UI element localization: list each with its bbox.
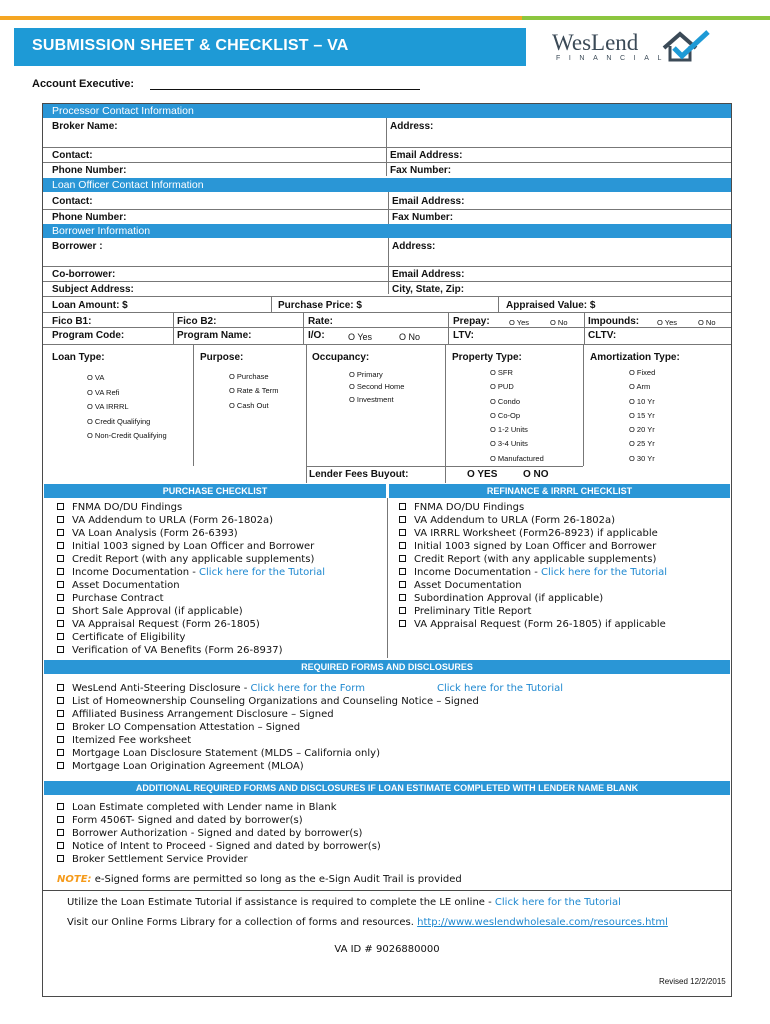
required-form-item[interactable]: List of Homeownership Counseling Organizations and Counseling Notice – Signed	[57, 696, 479, 707]
occupancy-option[interactable]: O Second Home	[349, 382, 405, 391]
va-id: VA ID # 9026880000	[334, 944, 440, 955]
anti-steering-tutorial-link[interactable]: Click here for the Tutorial	[437, 683, 564, 694]
occupancy-label: Occupancy:	[312, 352, 370, 363]
amortization-option[interactable]: O 20 Yr	[629, 425, 655, 434]
refinance-checklist-item[interactable]: Preliminary Title Report	[399, 606, 531, 617]
submission-form	[42, 103, 732, 997]
purchase-checklist-item[interactable]: FNMA DO/DU Findings	[57, 502, 182, 513]
purchase-checklist-item[interactable]: Initial 1003 signed by Loan Officer and Borrower	[57, 541, 314, 552]
le-tutorial-line: Utilize the Loan Estimate Tutorial if assistance is required to complete the LE online - Click here for the Tutorial	[67, 897, 621, 908]
amortization-option[interactable]: O Arm	[629, 382, 651, 391]
weslend-logo	[552, 30, 732, 70]
property-type-option[interactable]: O SFR	[490, 368, 513, 377]
additional-form-item[interactable]: Borrower Authorization - Signed and dated by borrower(s)	[57, 828, 362, 839]
additional-form-item[interactable]: Loan Estimate completed with Lender name in Blank	[57, 802, 337, 813]
refinance-checklist-item[interactable]: Income Documentation - Click here for the Tutorial	[399, 567, 667, 578]
le-tutorial-link[interactable]: Click here for the Tutorial	[494, 897, 621, 908]
impounds-label: Impounds:	[588, 316, 640, 327]
note-label: NOTE:	[57, 874, 92, 885]
lender-fees-yes-option[interactable]: O YES	[467, 469, 498, 480]
purpose-label: Purpose:	[200, 352, 244, 363]
lo-fax-label: Fax Number:	[392, 212, 454, 223]
processor-contact-label: Contact:	[52, 150, 93, 161]
required-form-item[interactable]: Broker LO Compensation Attestation – Signed	[57, 722, 300, 733]
account-executive-label: Account Executive:	[32, 78, 135, 90]
processor-address-label: Address:	[390, 121, 434, 132]
fico-b1-label: Fico B1:	[52, 316, 92, 327]
prepay-no-option[interactable]: O No	[550, 318, 568, 327]
processor-fax-label: Fax Number:	[390, 165, 452, 176]
amortization-option[interactable]: O 15 Yr	[629, 411, 655, 420]
refinance-checklist-item[interactable]: VA Appraisal Request (Form 26-1805) if applicable	[399, 619, 666, 630]
amortization-option[interactable]: O 30 Yr	[629, 454, 655, 463]
property-type-option[interactable]: O 3-4 Units	[490, 439, 528, 448]
subject-address-label: Subject Address:	[52, 284, 134, 295]
amortization-label: Amortization Type:	[590, 352, 680, 363]
refinance-checklist-header: REFINANCE & IRRRL CHECKLIST	[389, 484, 730, 498]
refinance-checklist-item[interactable]: VA IRRRL Worksheet (Form26-8923) if applicable	[399, 528, 658, 539]
loan-amount-label: Loan Amount: $	[52, 300, 128, 311]
purpose-option[interactable]: O Rate & Term	[229, 386, 279, 395]
processor-section-header: Processor Contact Information	[43, 104, 731, 118]
amortization-option[interactable]: O 25 Yr	[629, 439, 655, 448]
loan-type-option[interactable]: O VA IRRRL	[87, 402, 129, 411]
additional-form-item[interactable]: Form 4506T- Signed and dated by borrower(s)	[57, 815, 303, 826]
purpose-option[interactable]: O Purchase	[229, 372, 269, 381]
refinance-checklist-item[interactable]: Subordination Approval (if applicable)	[399, 593, 603, 604]
loan-type-option[interactable]: O Credit Qualifying	[87, 417, 151, 426]
refinance-tutorial-link[interactable]: Click here for the Tutorial	[541, 567, 668, 578]
logo-wordmark: WesLend	[552, 30, 639, 55]
revised-date: Revised 12/2/2015	[659, 977, 726, 986]
city-state-zip-label: City, State, Zip:	[392, 284, 465, 295]
loan-type-option[interactable]: O VA	[87, 373, 105, 382]
appraised-value-label: Appraised Value: $	[506, 300, 596, 311]
loan-type-option[interactable]: O VA Refi	[87, 388, 120, 397]
logo-subtitle: FINANCIAL	[556, 55, 670, 62]
purchase-price-label: Purchase Price: $	[278, 300, 362, 311]
property-type-option[interactable]: O Condo	[490, 397, 521, 406]
loan-type-label: Loan Type:	[52, 352, 105, 363]
purchase-tutorial-link[interactable]: Click here for the Tutorial	[199, 567, 326, 578]
house-check-icon	[662, 30, 712, 62]
lender-fees-no-option[interactable]: O NO	[523, 469, 549, 480]
account-executive-field[interactable]	[150, 89, 420, 90]
purchase-checklist-item[interactable]: Certificate of Eligibility	[57, 632, 185, 643]
purchase-checklist-item[interactable]: VA Loan Analysis (Form 26-6393)	[57, 528, 238, 539]
forms-library-line: Visit our Online Forms Library for a collection of forms and resources. http://www.weslendwholesale.com/resources.html	[67, 917, 668, 928]
property-type-option[interactable]: O 1-2 Units	[490, 425, 528, 434]
refinance-checklist-item[interactable]: FNMA DO/DU Findings	[399, 502, 524, 513]
purchase-checklist-item[interactable]: VA Appraisal Request (Form 26-1805)	[57, 619, 260, 630]
program-code-label: Program Code:	[52, 330, 125, 341]
purchase-checklist-item[interactable]: Purchase Contract	[57, 593, 164, 604]
purchase-checklist-item[interactable]: Asset Documentation	[57, 580, 180, 591]
occupancy-option[interactable]: O Primary	[349, 370, 383, 379]
refinance-checklist-item[interactable]: Asset Documentation	[399, 580, 522, 591]
program-name-label: Program Name:	[177, 330, 252, 341]
impounds-yes-option[interactable]: O Yes	[657, 318, 678, 327]
purchase-checklist-item[interactable]: Short Sale Approval (if applicable)	[57, 606, 243, 617]
borrower-address-label: Address:	[392, 241, 436, 252]
required-form-item[interactable]: Itemized Fee worksheet	[57, 735, 191, 746]
purpose-option[interactable]: O Cash Out	[229, 401, 269, 410]
borrower-label: Borrower :	[52, 241, 103, 252]
occupancy-option[interactable]: O Investment	[349, 395, 394, 404]
required-form-item[interactable]: Mortgage Loan Origination Agreement (MLOA)	[57, 761, 304, 772]
required-forms-header: REQUIRED FORMS AND DISCLOSURES	[44, 660, 730, 674]
fico-b2-label: Fico B2:	[177, 316, 217, 327]
resources-url-link[interactable]: http://www.weslendwholesale.com/resources.html	[417, 917, 668, 928]
lo-phone-label: Phone Number:	[52, 212, 127, 223]
required-form-item[interactable]: Affiliated Business Arrangement Disclosure – Signed	[57, 709, 334, 720]
purchase-checklist-item[interactable]: Verification of VA Benefits (Form 26-8937)	[57, 645, 282, 656]
additional-form-item[interactable]: Broker Settlement Service Provider	[57, 854, 248, 865]
purchase-checklist-item[interactable]: VA Addendum to URLA (Form 26-1802a)	[57, 515, 273, 526]
property-type-option[interactable]: O Manufactured	[490, 454, 544, 463]
property-type-option[interactable]: O PUD	[490, 382, 514, 391]
rate-label: Rate:	[308, 316, 334, 327]
required-form-item[interactable]: WesLend Anti-Steering Disclosure - Click here for the Form	[57, 683, 365, 694]
page-title: SUBMISSION SHEET & CHECKLIST – VA	[32, 37, 349, 54]
loan-type-option[interactable]: O Non-Credit Qualifying	[87, 431, 167, 440]
refinance-checklist-item[interactable]: VA Addendum to URLA (Form 26-1802a)	[399, 515, 615, 526]
amortization-option[interactable]: O Fixed	[629, 368, 656, 377]
top-accent-green	[522, 16, 770, 20]
io-label: I/O:	[308, 330, 325, 341]
purchase-checklist-item[interactable]: Income Documentation - Click here for the Tutorial	[57, 567, 325, 578]
lender-fees-label: Lender Fees Buyout:	[309, 469, 409, 480]
ltv-label: LTV:	[453, 330, 474, 341]
anti-steering-form-link[interactable]: Click here for the Form	[250, 683, 365, 694]
coborrower-label: Co-borrower:	[52, 269, 116, 280]
cltv-label: CLTV:	[588, 330, 617, 341]
purchase-checklist-item[interactable]: Credit Report (with any applicable supplements)	[57, 554, 314, 565]
prepay-yes-option[interactable]: O Yes	[509, 318, 530, 327]
esign-note: NOTE: e-Signed forms are permitted so long as the e-Sign Audit Trail is provided	[57, 874, 462, 885]
property-type-option[interactable]: O Co-Op	[490, 411, 521, 420]
additional-forms-header: ADDITIONAL REQUIRED FORMS AND DISCLOSURES IF LOAN ESTIMATE COMPLETED WITH LENDER NAME BLANK	[44, 781, 730, 795]
title-banner	[14, 28, 526, 66]
amortization-option[interactable]: O 10 Yr	[629, 397, 655, 406]
broker-name-label: Broker Name:	[52, 121, 118, 132]
refinance-checklist-item[interactable]: Initial 1003 signed by Loan Officer and Borrower	[399, 541, 656, 552]
property-type-label: Property Type:	[452, 352, 522, 363]
processor-phone-label: Phone Number:	[52, 165, 127, 176]
prepay-label: Prepay:	[453, 316, 490, 327]
loan-officer-section-header: Loan Officer Contact Information	[43, 178, 731, 192]
top-accent-orange	[0, 16, 522, 20]
required-form-item[interactable]: Mortgage Loan Disclosure Statement (MLDS – California only)	[57, 748, 380, 759]
processor-email-label: Email Address:	[390, 150, 463, 161]
lo-contact-label: Contact:	[52, 196, 93, 207]
borrower-section-header: Borrower Information	[43, 224, 731, 238]
borrower-email-label: Email Address:	[392, 269, 465, 280]
io-no-option[interactable]: O No	[399, 332, 421, 342]
impounds-no-option[interactable]: O No	[698, 318, 716, 327]
additional-form-item[interactable]: Notice of Intent to Proceed - Signed and dated by borrower(s)	[57, 841, 381, 852]
io-yes-option[interactable]: O Yes	[348, 332, 373, 342]
purchase-checklist-header: PURCHASE CHECKLIST	[44, 484, 386, 498]
refinance-checklist-item[interactable]: Credit Report (with any applicable supplements)	[399, 554, 656, 565]
lo-email-label: Email Address:	[392, 196, 465, 207]
